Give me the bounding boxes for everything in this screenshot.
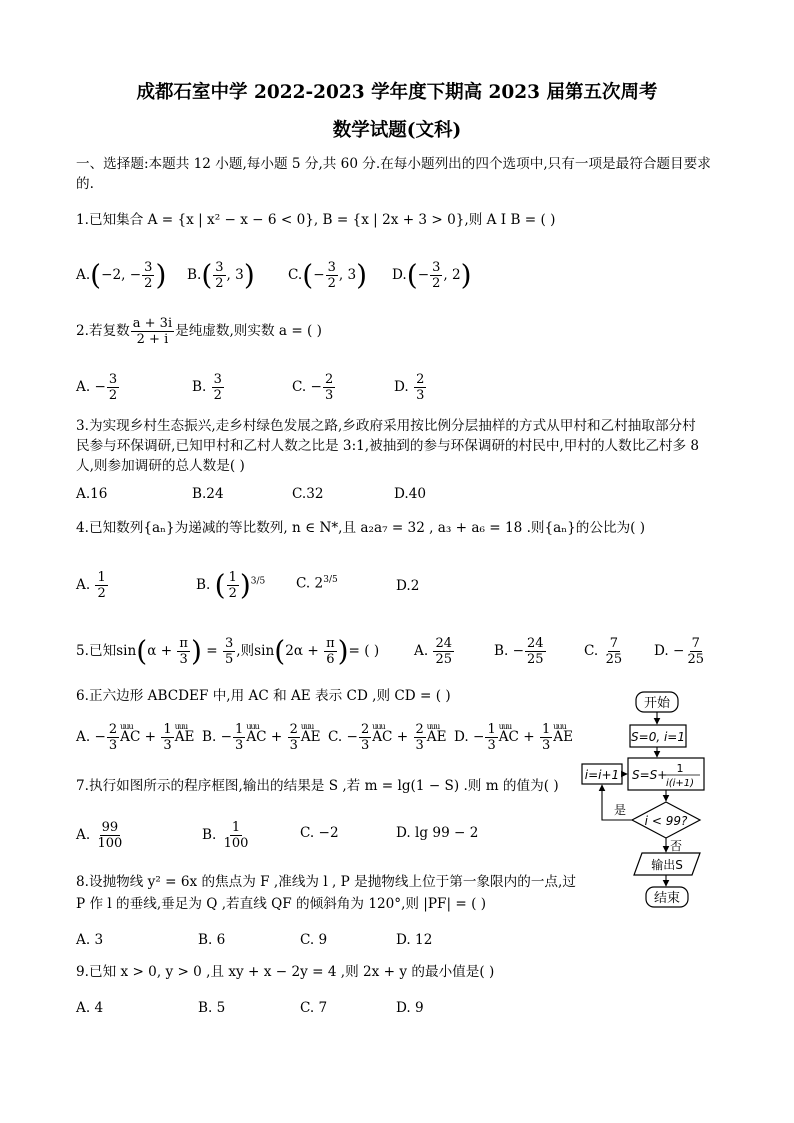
q7-option-b: B. $\frac{1}{100}$ xyxy=(202,820,249,851)
flow-start-label: 开始 xyxy=(643,696,671,711)
q3-line2: 民参与环保调研,已知甲村和乙村人数之比是 3:1,被抽到的参与环保调研的村民中,甲村的人数比乙村多 8 xyxy=(76,438,700,454)
q1-d-label: D. xyxy=(392,267,407,283)
q5-stem-post: = ( ) xyxy=(348,643,380,659)
q3-option-c: C.32 xyxy=(292,486,324,502)
q3-option-a: A.16 xyxy=(76,486,108,502)
q1-c-label: C. xyxy=(288,267,303,283)
q3-line3: 人,则参加调研的总人数是( ) xyxy=(76,458,245,474)
q9-option-b: B. 5 xyxy=(198,1000,226,1016)
q8-option-b: B. 6 xyxy=(198,932,226,948)
section-intro-cont: 的. xyxy=(76,176,94,192)
q7-option-c: C. −2 xyxy=(300,825,339,841)
q8-option-a: A. 3 xyxy=(76,932,104,948)
exam-subtitle: 数学试题(文科) xyxy=(332,120,462,141)
q4-option-a: A. $\frac{1}{2}$ xyxy=(76,570,106,601)
q7-stem: 7.执行如图所示的程序框图,输出的结果是 S ,若 m = lg(1 − S) .则 m 的值为( ) xyxy=(76,778,559,794)
q2-option-c: C. − $\frac{2}{3}$ xyxy=(292,372,334,403)
exam-title: 成都石室中学 2022-2023 学年度下期高 2023 届第五次周考 xyxy=(136,82,658,103)
q2-stem: 2.若复数 $\frac{a + 3i}{2 + i}$ 是纯虚数,则实数 a = ( ) xyxy=(76,316,322,347)
q2-option-b: B. $\frac{3}{2}$ xyxy=(192,372,222,403)
q2-stem-pre: 2.若复数 xyxy=(76,323,130,339)
flow-init-label: S=0, i=1 xyxy=(631,730,685,744)
q9-option-c: C. 7 xyxy=(300,1000,328,1016)
flow-yes-label: 是 xyxy=(614,803,627,817)
q7-option-d: D. lg 99 − 2 xyxy=(396,825,479,841)
q1-stem: 1.已知集合 A = {x | x² − x − 6 < 0}, B = {x | 2x + 3 > 0},则 A I B = ( ) xyxy=(76,212,556,228)
flow-update-num: 1 xyxy=(676,762,684,775)
q3-option-b: B.24 xyxy=(192,486,224,502)
q3-option-d: D.40 xyxy=(394,486,427,502)
q5-option-d: D. − $\frac{7}{25}$ xyxy=(654,636,704,667)
flow-update-den: i(i+1) xyxy=(665,778,695,789)
q2-option-a: A. − $\frac{3}{2}$ xyxy=(76,372,118,403)
q6-option-c: C. − $\frac{2}{3}$ uuu AC + $\frac{2}{3}$ uuu AE xyxy=(328,722,447,753)
flow-no-label: 否 xyxy=(670,839,683,853)
q8-line1: 8.设抛物线 y² = 6x 的焦点为 F ,准线为 l , P 是抛物线上位于第一象限内的一点,过 xyxy=(76,874,576,890)
q4-option-b: B. ( $\frac{1}{2}$ )$^{3/5}$ xyxy=(196,568,266,602)
q1-option-d: D.(− $\frac{3}{2}$ , 2) xyxy=(392,258,472,292)
q1-b-label: B. xyxy=(187,267,202,283)
q9-stem: 9.已知 x > 0, y > 0 ,且 xy + x − 2y = 4 ,则 2x + y 的最小值是( ) xyxy=(76,964,495,980)
q6-option-b: B. − $\frac{1}{3}$ uuu AC + $\frac{2}{3}$ uuu AE xyxy=(202,722,321,753)
flow-inc-label: i=i+1 xyxy=(584,768,620,782)
q9-option-d: D. 9 xyxy=(396,1000,424,1016)
flow-condition-label: i < 99? xyxy=(644,814,688,828)
flow-update-label: S=S+ xyxy=(632,768,668,782)
q9-option-a: A. 4 xyxy=(76,1000,104,1016)
q5-stem-pre: 5.已知 xyxy=(76,643,117,659)
q2-option-d: D. $\frac{2}{3}$ xyxy=(394,372,425,403)
section-intro: 一、选择题:本题共 12 小题,每小题 5 分,共 60 分.在每小题列出的四个选项中,只有一项是最符合题目要求 xyxy=(76,156,711,172)
q5-option-b: B. − $\frac{24}{25}$ xyxy=(494,636,544,667)
q5-stem: 5.已知sin(α + $\frac{\pi}{3}$ ) = $\frac{3}{5}$ ,则sin(2α + $\frac{\pi}{6}$ )= ( ) xyxy=(76,634,380,668)
q1-a-label: A. xyxy=(76,267,91,283)
q2-stem-post: 是纯虚数,则实数 a = ( ) xyxy=(175,323,322,339)
flow-output-label: 输出S xyxy=(651,858,683,872)
q1-option-c: C.(− $\frac{3}{2}$ , 3) xyxy=(288,258,368,292)
q4-option-d: D.2 xyxy=(396,578,420,594)
q1-option-a: A.(−2, − $\frac{3}{2}$ ) xyxy=(76,258,167,292)
q6-option-d: D. − $\frac{1}{3}$ uuu AC + $\frac{1}{3}$ uuu AE xyxy=(454,722,573,753)
q8-line2: P 作 l 的垂线,垂足为 Q ,若直线 QF 的倾斜角为 120°,则 |PF| = ( ) xyxy=(76,896,487,912)
flow-end-label: 结束 xyxy=(653,891,681,906)
q5-option-c: C. $\frac{7}{25}$ xyxy=(584,636,623,667)
q6-option-a: A. − $\frac{2}{3}$ uuu AC + $\frac{1}{3}$ uuu AE xyxy=(76,722,194,753)
q4-stem: 4.已知数列{aₙ}为递减的等比数列, n ∈ N*,且 a₂a₇ = 32 , a₃ + a₆ = 18 .则{aₙ}的公比为( ) xyxy=(76,520,646,536)
q7-option-a: A. $\frac{99}{100}$ xyxy=(76,820,123,851)
q5-option-a: A. $\frac{24}{25}$ xyxy=(414,636,453,667)
q8-option-c: C. 9 xyxy=(300,932,328,948)
q1-option-b: B.( $\frac{3}{2}$ , 3) xyxy=(187,258,255,292)
flowchart-diagram xyxy=(578,690,728,912)
q6-stem: 6.正六边形 ABCDEF 中,用 AC 和 AE 表示 CD ,则 CD = ( ) xyxy=(76,688,451,704)
q4-option-c: C. $2^{3/5}$ xyxy=(296,575,338,592)
q5-stem-mid: ,则 xyxy=(236,643,255,659)
q8-option-d: D. 12 xyxy=(396,932,433,948)
q3-line1: 3.为实现乡村生态振兴,走乡村绿色发展之路,乡政府采用按比例分层抽样的方式从甲村和乙村抽取部分村 xyxy=(76,418,696,434)
